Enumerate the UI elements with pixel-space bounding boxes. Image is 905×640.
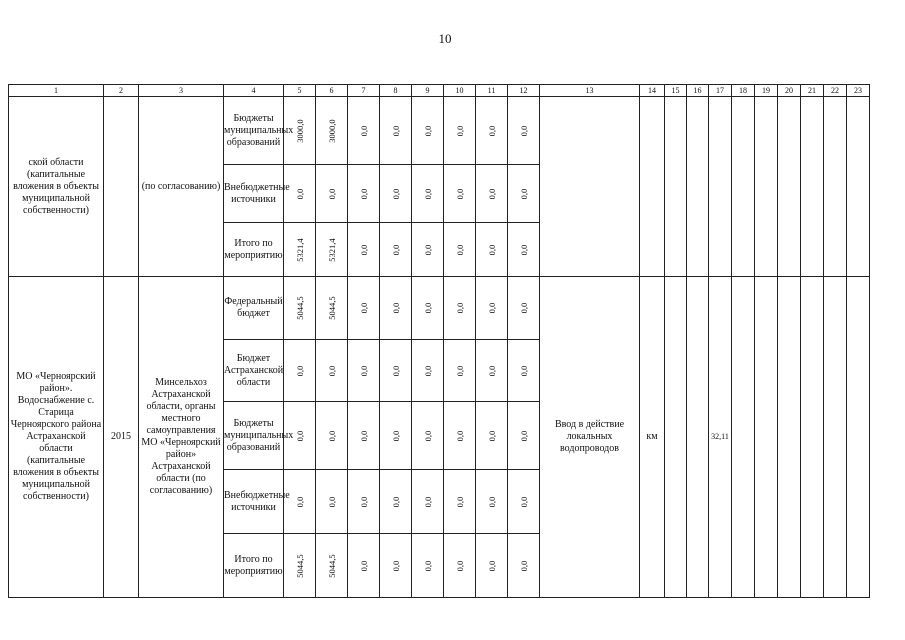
amount-cell [348, 277, 380, 340]
amount-value: 0,0 [326, 430, 337, 441]
amount-value: 0,0 [358, 244, 369, 255]
amount-cell [476, 340, 508, 402]
amount-value: 0,0 [390, 188, 401, 199]
amount-value: 0,0 [358, 430, 369, 441]
column-header: 13 [540, 85, 640, 97]
amount-value: 0,0 [390, 125, 401, 136]
amount-value: 0,0 [294, 188, 305, 199]
amount-cell [444, 223, 476, 277]
amount-value: 0,0 [422, 244, 433, 255]
column-header: 19 [755, 85, 778, 97]
column-header: 22 [824, 85, 847, 97]
column-header: 9 [412, 85, 444, 97]
amount-cell [508, 340, 540, 402]
amount-cell [348, 402, 380, 470]
measure-name-cell: МО «Черноярский район». Водоснабжение с. Старица Черноярского района Астраханской области (капитальные вложения в объекты муниципальной собственности) [9, 277, 104, 598]
amount-cell [412, 470, 444, 534]
amount-value: 0,0 [518, 302, 529, 314]
amount-value: 0,0 [518, 560, 529, 571]
amount-cell [476, 223, 508, 277]
amount-cell [380, 534, 412, 598]
amount-value: 0,0 [294, 365, 305, 376]
amount-value: 0,0 [486, 188, 497, 199]
amount-value: 5321,4 [326, 237, 337, 262]
amount-cell [412, 277, 444, 340]
indicator-cell: Ввод в действие локальных водопроводов [540, 277, 640, 598]
amount-value: 0,0 [454, 430, 465, 441]
amount-value: 0,0 [326, 365, 337, 376]
value-cell-23 [847, 97, 870, 277]
amount-cell [508, 402, 540, 470]
amount-cell [316, 97, 348, 165]
amount-value: 0,0 [454, 496, 465, 507]
amount-cell [284, 534, 316, 598]
value-cell-21 [801, 97, 824, 277]
amount-value: 0,0 [486, 244, 497, 255]
amount-cell [444, 277, 476, 340]
unit-cell [640, 97, 665, 277]
amount-cell [444, 534, 476, 598]
amount-cell [476, 470, 508, 534]
responsible-cell: (по согласованию) [139, 97, 224, 277]
amount-value: 0,0 [422, 302, 433, 314]
column-header: 12 [508, 85, 540, 97]
value-cell-15 [665, 97, 687, 277]
amount-cell [284, 402, 316, 470]
column-header: 3 [139, 85, 224, 97]
amount-cell [508, 277, 540, 340]
measure-name-cell: ской области (капитальные вложения в объекты муниципальной собственности) [9, 97, 104, 277]
amount-value: 0,0 [454, 365, 465, 376]
amount-cell [380, 402, 412, 470]
amount-cell [412, 534, 444, 598]
amount-value: 0,0 [518, 365, 529, 376]
amount-value: 0,0 [358, 302, 369, 314]
amount-value: 0,0 [422, 560, 433, 571]
funding-source-cell: Бюджеты муниципальных образований [224, 402, 284, 470]
value-cell-17 [709, 97, 732, 277]
amount-value: 0,0 [326, 496, 337, 507]
amount-value: 0,0 [358, 560, 369, 571]
amount-value: 5044,5 [294, 296, 305, 320]
column-header: 14 [640, 85, 665, 97]
amount-value: 0,0 [518, 430, 529, 441]
amount-cell [444, 97, 476, 165]
amount-cell [316, 470, 348, 534]
amount-cell [316, 277, 348, 340]
amount-value: 5321,4 [294, 237, 305, 262]
amount-value: 5044,5 [294, 553, 305, 578]
funding-source-cell: Внебюджетные источники [224, 165, 284, 223]
funding-source-cell: Федеральный бюджет [224, 277, 284, 340]
amount-value: 0,0 [486, 430, 497, 441]
amount-cell [316, 165, 348, 223]
funding-source-cell: Бюджет Астраханской области [224, 340, 284, 402]
amount-cell [380, 223, 412, 277]
amount-cell [476, 165, 508, 223]
amount-value: 0,0 [518, 125, 529, 136]
amount-value: 0,0 [518, 188, 529, 199]
funding-source-cell: Итого по мероприятию [224, 534, 284, 598]
amount-value: 0,0 [390, 430, 401, 441]
amount-value: 0,0 [294, 496, 305, 507]
amount-cell [380, 470, 412, 534]
amount-cell [444, 470, 476, 534]
amount-cell [284, 277, 316, 340]
table-row [9, 97, 870, 165]
amount-value: 0,0 [390, 560, 401, 571]
amount-value: 0,0 [390, 365, 401, 376]
column-header: 21 [801, 85, 824, 97]
year-cell [104, 97, 139, 277]
amount-cell [444, 165, 476, 223]
column-header: 20 [778, 85, 801, 97]
amount-value: 0,0 [454, 125, 465, 136]
funding-source-cell: Бюджеты муниципальных образований [224, 97, 284, 165]
amount-cell [348, 165, 380, 223]
column-header: 15 [665, 85, 687, 97]
amount-cell [476, 402, 508, 470]
value-cell-22 [824, 277, 847, 598]
value-cell-19 [755, 277, 778, 598]
amount-value: 0,0 [454, 560, 465, 571]
amount-cell [380, 165, 412, 223]
column-header: 4 [224, 85, 284, 97]
value-cell-19 [755, 97, 778, 277]
amount-value: 0,0 [422, 125, 433, 136]
amount-cell [412, 165, 444, 223]
amount-value: 0,0 [422, 365, 433, 376]
responsible-cell: Минсельхоз Астраханской области, органы местного самоуправления МО «Черноярский район» Астраханской области (по согласованию) [139, 277, 224, 598]
amount-value: 0,0 [326, 188, 337, 199]
amount-cell [476, 534, 508, 598]
amount-cell [412, 340, 444, 402]
amount-value: 0,0 [390, 496, 401, 507]
value-cell-20 [778, 277, 801, 598]
year-cell: 2015 [104, 277, 139, 598]
amount-cell [348, 340, 380, 402]
value-cell-15 [665, 277, 687, 598]
amount-cell [412, 402, 444, 470]
amount-value: 0,0 [486, 365, 497, 376]
amount-cell [316, 340, 348, 402]
header-row [9, 85, 870, 97]
amount-cell [284, 165, 316, 223]
amount-cell [284, 97, 316, 165]
indicator-cell [540, 97, 640, 277]
table-row [9, 277, 870, 340]
amount-cell [348, 97, 380, 165]
amount-value: 0,0 [358, 365, 369, 376]
amount-value: 0,0 [294, 430, 305, 441]
amount-cell [284, 470, 316, 534]
column-header: 6 [316, 85, 348, 97]
amount-cell [380, 277, 412, 340]
value-cell-21 [801, 277, 824, 598]
amount-value: 0,0 [422, 430, 433, 441]
amount-value: 0,0 [454, 302, 465, 314]
amount-value: 0,0 [358, 188, 369, 199]
program-table [8, 84, 870, 598]
amount-value: 0,0 [486, 125, 497, 136]
amount-cell [476, 97, 508, 165]
amount-value: 0,0 [422, 188, 433, 199]
amount-cell [508, 165, 540, 223]
amount-cell [476, 277, 508, 340]
amount-value: 0,0 [358, 125, 369, 136]
column-header: 11 [476, 85, 508, 97]
amount-cell [316, 402, 348, 470]
funding-source-cell: Итого по мероприятию [224, 223, 284, 277]
amount-value: 0,0 [518, 244, 529, 255]
value-cell-18 [732, 277, 755, 598]
value-cell-16 [687, 277, 709, 598]
amount-cell [348, 534, 380, 598]
amount-cell [508, 97, 540, 165]
column-header: 8 [380, 85, 412, 97]
amount-value: 0,0 [454, 244, 465, 255]
amount-cell [316, 534, 348, 598]
column-header: 1 [9, 85, 104, 97]
amount-cell [284, 340, 316, 402]
amount-cell [348, 223, 380, 277]
amount-value: 0,0 [422, 496, 433, 507]
value-cell-16 [687, 97, 709, 277]
amount-cell [508, 223, 540, 277]
value-cell-20 [778, 97, 801, 277]
amount-cell [508, 534, 540, 598]
amount-value: 0,0 [486, 302, 497, 314]
value-cell-18 [732, 97, 755, 277]
value-cell-22 [824, 97, 847, 277]
funding-source-cell: Внебюджетные источники [224, 470, 284, 534]
amount-value: 0,0 [518, 496, 529, 507]
column-header: 23 [847, 85, 870, 97]
amount-cell [444, 340, 476, 402]
column-header: 18 [732, 85, 755, 97]
column-header: 7 [348, 85, 380, 97]
amount-value: 0,0 [454, 188, 465, 199]
unit-cell: км [640, 277, 665, 598]
amount-cell [348, 470, 380, 534]
amount-cell [316, 223, 348, 277]
amount-cell [380, 97, 412, 165]
amount-value: 0,0 [486, 496, 497, 507]
amount-cell [284, 223, 316, 277]
amount-value: 0,0 [390, 244, 401, 255]
column-header: 2 [104, 85, 139, 97]
amount-value: 0,0 [486, 560, 497, 571]
amount-cell [412, 223, 444, 277]
amount-cell [412, 97, 444, 165]
amount-cell [508, 470, 540, 534]
amount-value: 0,0 [390, 302, 401, 314]
amount-value: 5044,5 [326, 296, 337, 320]
value-cell-23 [847, 277, 870, 598]
column-header: 10 [444, 85, 476, 97]
amount-value: 3000,0 [294, 118, 305, 143]
amount-value: 0,0 [358, 496, 369, 507]
value-cell-17: 32,11 [709, 277, 732, 598]
amount-cell [380, 340, 412, 402]
amount-cell [444, 402, 476, 470]
column-header: 17 [709, 85, 732, 97]
page-number: 10 [438, 31, 452, 46]
column-header: 16 [687, 85, 709, 97]
column-header: 5 [284, 85, 316, 97]
amount-value: 5044,5 [326, 553, 337, 578]
amount-value: 3000,0 [326, 118, 337, 143]
